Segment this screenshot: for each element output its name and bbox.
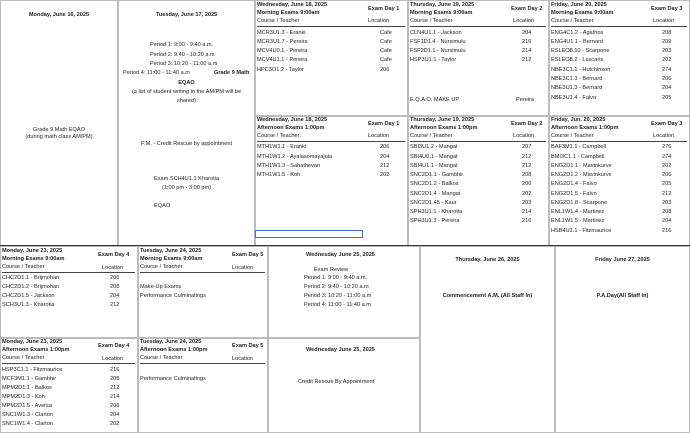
mon23am-title: Monday, June 23, 2025 [2,248,63,254]
table-row: ENG2D1.5 - Falvo [551,191,597,197]
table-row-loc: 204 [380,154,390,160]
fri20am-loc: Location [653,18,675,24]
table-row: ENG4U1.1 - Bernard [551,39,603,45]
table-row: SNC1W1.4 - Clarton [2,421,53,427]
table-row: MTH1W1.3 - Sahathevan [257,163,321,169]
table-row: NBE3U1.3 - Bernard [551,85,603,91]
divider [257,141,405,142]
eqao-note: Grade 9 Math EQAO [33,127,85,133]
wed25pm-title: Wednesday June 25, 2025 [306,347,375,353]
fri20pm-sub: Afternoon Exams 1:00pm [551,125,619,131]
wed18am-title: Wednesday, June 18, 2025 [257,2,328,8]
student-list-note-2: shared) [177,98,196,104]
table-row-loc: 206 [662,76,672,82]
table-row-loc: 206 [110,275,120,281]
monday-june-16-cell [0,0,118,246]
table-row-loc: 204 [522,30,532,36]
table-row-loc: 274 [662,154,672,160]
thu-june-26-cell [420,246,555,433]
selected-cell[interactable] [255,230,363,238]
table-row: ESLEO8.10 - Scarpone [551,48,610,54]
table-row: HSB4U1.1 - Fitzmaurice [551,228,612,234]
divider [410,26,546,27]
table-row-loc: 203 [662,200,672,206]
table-row: FSF2D1.1 - Nursimulu [410,48,466,54]
wed18am-sub: Morning Exams 9:00am [257,10,320,16]
tue24pm-loc: Location [232,356,254,362]
wed18pm-ct: Course / Teacher [257,133,300,139]
table-row: MCV4U1.1 - Pereira [257,57,308,63]
tue24am-loc: Location [232,265,254,271]
table-row: CHC2D1.5 - Jackson [2,293,55,299]
table-row-loc: 212 [380,163,390,169]
tuesday-june-17-cell [118,0,255,246]
wed18pm-loc: Location [368,133,390,139]
review-period-2: Period 2: 9:40 - 10:20 a.m [304,284,369,290]
eqao-makeup: E.Q.A.O. MAKE UP [410,97,460,103]
table-row-loc: 205 [662,95,672,101]
table-row-loc: 202 [380,172,390,178]
fri20pm-ct: Course / Teacher [551,133,594,139]
fri-june-27-cell [555,246,690,433]
tue24pm-sub: Afternoon Exams 1:00pm [140,347,208,353]
review-period-3: Period 3: 10:20 - 11:00 a.m [304,293,372,299]
review-period-1: Period 1: 9:00 - 9:40 a.m. [304,275,368,281]
table-row-loc: 208 [522,172,532,178]
table-row: ENG2D1.8 - Scarpone [551,200,607,206]
thu19pm-examday: Exam Day 2 [511,121,543,127]
thu26-body: Commencement A.M. (All Staff In) [442,293,533,299]
table-row-loc: 212 [522,154,532,160]
period-1: Period 1: 9:00 - 9:40 a.m. [150,42,214,48]
table-row: MTH1W1.5 - Koh [257,172,301,178]
table-row-loc: 216 [522,218,532,224]
table-row: SPH3U1.1 - Kharotia [410,209,463,215]
fri20am-examday: Exam Day 3 [651,6,683,12]
mon23am-sub: Morning Exams 9:00am [2,256,65,262]
divider [257,26,405,27]
thu19pm-title: Thursday, June 19, 2025 [410,117,475,123]
wed18pm-examday: Exam Day 1 [368,121,400,127]
table-row-loc: 276 [662,144,672,150]
table-row: MCR3U1.7 - Pereira [257,39,308,45]
mon23am-loc: Location [102,265,124,271]
table-row: SPH3U1.3 - Pereira [410,218,460,224]
wed-june-25-morning [268,246,420,338]
day-title: Tuesday, June 17, 2025 [155,12,218,18]
table-row: MPM2D1.3 - Koh [2,394,45,400]
table-row-loc: 206 [110,403,120,409]
table-row-loc: Cafe [380,39,392,45]
mon23am-ct: Course / Teacher [2,264,45,270]
mon23pm-ct: Course / Teacher [2,355,45,361]
table-row-loc: 204 [662,85,672,91]
table-row: CLN4U1.1 - Jackson [410,30,462,36]
table-row: SNC1W1.3 - Clarton [2,412,53,418]
credit-rescue-note: P.M. - Credit Rescue by appointment [141,141,232,147]
fri20am-ct: Course / Teacher [551,18,594,24]
table-row-loc: 203 [522,200,532,206]
table-row-loc: 274 [662,67,672,73]
divider [140,272,265,273]
divider [551,141,687,142]
tue24am-sub: Morning Exams 9:00am [140,256,203,262]
table-row: ENL1W1.5 - Martinez [551,218,605,224]
thu19pm-ct: Course / Teacher [410,133,453,139]
table-row: MTH1W1.1 - Eranki [257,144,307,150]
table-row-loc: 207 [522,144,532,150]
table-row-loc: 216 [110,367,120,373]
tue24am-ct: Course / Teacher [140,264,183,270]
table-row: ENL1W1.4 - Martinez [551,209,605,215]
table-row: ENG4C1.2 - Agathos [551,30,604,36]
table-row-loc: 216 [662,228,672,234]
table-row-loc: 212 [522,57,532,63]
table-row: HSP3U1.1 - Taylor [410,57,457,63]
table-row: MPM2D1.5 - Aversa [2,403,52,409]
table-row-loc: 204 [662,218,672,224]
wed25am-sub: Exam Review [314,267,349,273]
table-row: NBE3C1.1 - Hutchinson [551,67,611,73]
table-row: SNC2D1.1 - Gambhir [410,172,464,178]
divider [2,363,135,364]
tue24pm-ct: Course / Teacher [140,355,183,361]
table-row-loc: 206 [380,144,390,150]
table-row-loc: 204 [110,412,120,418]
thu19am-title: Thursday, June 19, 2025 [410,2,475,8]
student-list-note: (a list of student writing in the AM/PM will be [131,89,242,95]
table-row-loc: 208 [662,209,672,215]
grade9-label: Grade 9 Math [214,70,250,76]
day-title: Monday, June 16, 2025 [28,12,90,18]
table-row-loc: Cafe [380,48,392,54]
thu26-title: Thursday, June 26, 2025 [455,257,520,263]
table-row: ENG2D1.4 - Falvo [551,181,597,187]
table-row-loc: 202 [662,57,672,63]
fri20pm-title: Friday, Jun. 20, 2025 [551,117,606,123]
table-row-loc: 208 [110,284,120,290]
fri20pm-loc: Location [653,133,675,139]
divider [140,363,265,364]
chemistry-exam: Exam SCH4U1.1 Kharotia [154,176,219,182]
table-row: HSP3C1.1 - Fitzmaurice [2,367,63,373]
table-row: HPC3O1.2 - Taylor [257,67,304,73]
table-row-loc: 208 [110,376,120,382]
table-row: SBI3U1.2 - Mangat [410,144,458,150]
table-row-loc: 212 [110,302,120,308]
mon23pm-examday: Exam Day 4 [98,343,130,349]
table-row: SBI4U1.1 - Mangat [410,163,458,169]
eqao-makeup-loc: Pereira [516,97,535,103]
table-row-loc: 212 [662,191,672,197]
wed18pm-title: Wednesday, June 18, 2025 [257,117,328,123]
table-row: NBE3U1.4 - Falvo [551,95,597,101]
divider [551,26,687,27]
tue24am-title: Tuesday, June 24, 2025 [140,248,202,254]
period-3: Period 3: 10:20 - 11:00 a.m [150,61,218,67]
table-row: MTH1W1.2 - Ayalasomayajula [257,154,333,160]
period-2: Period 2: 9:40 - 10:20 a.m [150,52,215,58]
thu19pm-loc: Location [513,133,535,139]
fri20am-sub: Morning Exams 9:00am [551,10,614,16]
table-row: SNC2D1.4 - Mangat [410,191,461,197]
table-row-loc: 206 [522,181,532,187]
table-row-loc: 206 [380,67,390,73]
table-row-loc: 204 [110,293,120,299]
table-row-loc: 205 [662,181,672,187]
thu19am-sub: Morning Exams 9:00am [410,10,473,16]
fri27-body: P.A.Day(All Staff In) [596,293,649,299]
list-item: Make-Up Exams [140,284,182,290]
table-row: SNC2D1.2 - Balkos [410,181,459,187]
table-row: MPM2D1.1 - Balkos [2,385,52,391]
wed18pm-sub: Afternoon Exams 1:00pm [257,125,325,131]
table-row: BMI3C1.1 - Campbell [551,154,605,160]
fri27-title: Friday June 27, 2025 [595,257,650,263]
table-row: SCH3U1.3 - Kharotia [2,302,55,308]
fri20pm-examday: Exam Day 3 [651,121,683,127]
table-row-loc: 212 [522,163,532,169]
divider [410,141,546,142]
table-row-loc: 203 [662,48,672,54]
fri20am-title: Friday, June 20, 2025 [551,2,607,8]
table-row: MCV4U0.1 - Pereira [257,48,308,54]
eqao-label: EQAO [178,80,195,86]
mon23pm-loc: Location [102,356,124,362]
table-row-loc: 202 [662,163,672,169]
table-row-loc: 202 [522,191,532,197]
thu19pm-sub: Afternoon Exams 1:00pm [410,125,478,131]
wed25pm-body: Credit Rescue By Appointment [298,379,375,385]
eqao-note-sub: (during math class AM/PM) [25,134,93,140]
period-4: Period 4: 11:00 - 11:40 a.m [123,70,190,76]
table-row: SNC2D1.45 - Kaur [410,200,457,206]
table-row: MCR3U1.3 - Eranki [257,30,306,36]
exam-time: (1:00 pm - 3:00 pm) [161,185,212,191]
table-row-loc: 216 [522,39,532,45]
table-row: CHC2D1.1 - Brijmohan [2,275,60,281]
table-row-loc: 202 [110,421,120,427]
table-row: ENG2D1.1 - Mavinkurve [551,163,612,169]
table-row-loc: Cafe [380,57,392,63]
mon23pm-title: Monday, June 23, 2025 [2,339,63,345]
tue24pm-title: Tuesday, June 24, 2025 [140,339,202,345]
table-row: NBE3C1.3 - Bernard [551,76,603,82]
table-row-loc: 214 [110,394,120,400]
wed18am-ct: Course / Teacher [257,18,300,24]
eqao-label-2: EQAO [154,203,171,209]
table-row: MCF3M1.1 - Gambhir [2,376,57,382]
table-row: BAF3M1.1 - Campbell [551,144,607,150]
table-row: ESLEO8.2 - Lascaris [551,57,604,63]
table-row: ENG2D1.2 - Mavinkurve [551,172,612,178]
list-item: Performance Culminatings [140,376,206,382]
table-row: CHC2D1.2 - Brijmohan [2,284,60,290]
tue24pm-examday: Exam Day 5 [232,343,264,349]
table-row-loc: Cafe [380,30,392,36]
mon23am-examday: Exam Day 4 [98,252,130,258]
table-row-loc: 212 [110,385,120,391]
wed18am-examday: Exam Day 1 [368,6,400,12]
table-row-loc: 208 [662,30,672,36]
divider [2,272,135,273]
table-row-loc: 214 [522,209,532,215]
table-row-loc: 206 [662,172,672,178]
thu19am-loc: Location [513,18,535,24]
table-row-loc: 209 [662,39,672,45]
table-row-loc: 214 [522,48,532,54]
mon23pm-sub: Afternoon Exams 1:00pm [2,347,70,353]
wed18am-loc: Location [368,18,390,24]
table-row: SBI4U0.1 - Mangat [410,154,458,160]
review-period-4: Period 4: 11:00 - 11:40 a.m [304,302,371,308]
wed25am-title: Wednesday June 25, 2025 [306,252,375,258]
table-row: FSF1D1.4 - Nursimulu [410,39,466,45]
list-item: Performance Culminatings [140,293,206,299]
thu19am-ct: Course / Teacher [410,18,453,24]
thu19am-examday: Exam Day 2 [511,6,543,12]
tue24am-examday: Exam Day 5 [232,252,264,258]
